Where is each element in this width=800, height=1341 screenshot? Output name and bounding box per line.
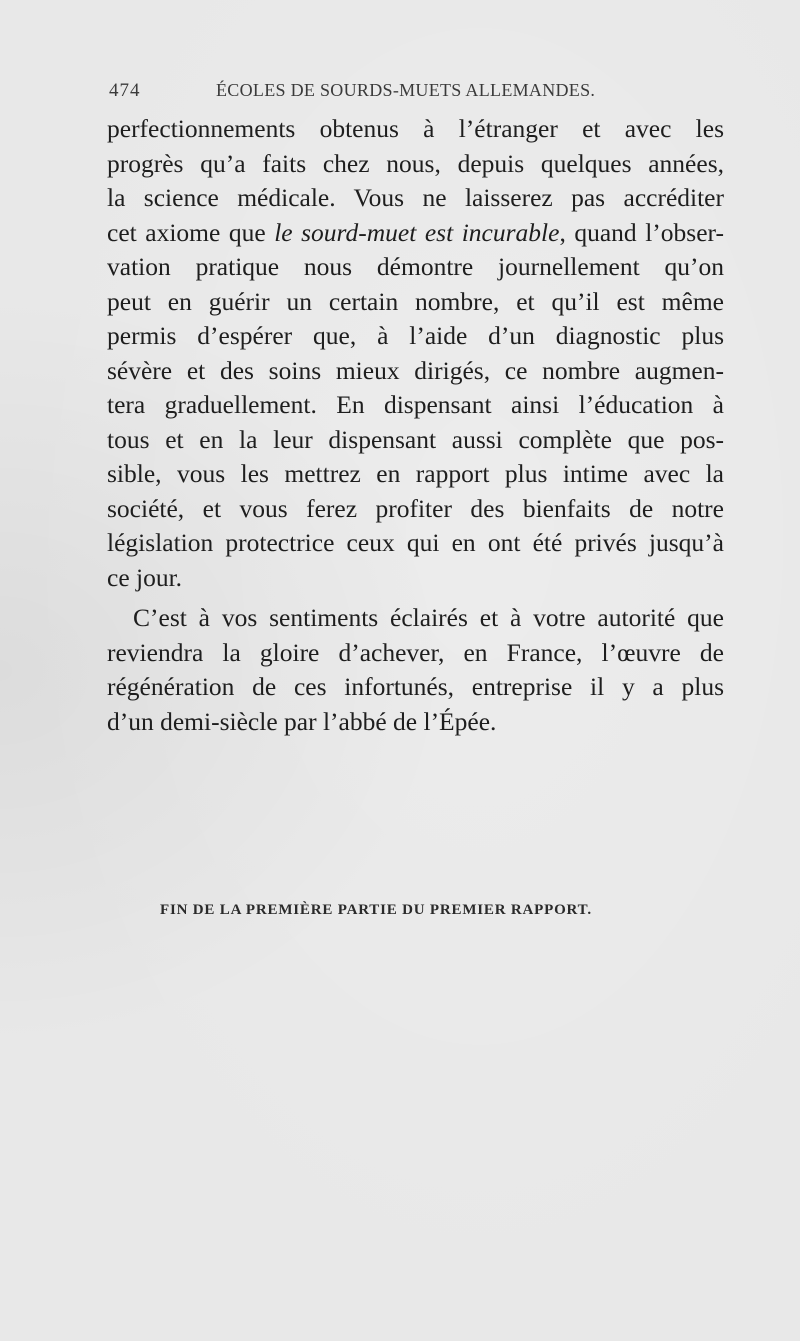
text-line: C’est à vos sentiments éclairés et à votre autorité que [133,603,724,632]
text-line: ce jour. [107,562,183,592]
running-title: ÉCOLES DE SOURDS-MUETS ALLEMANDES. [216,80,596,100]
body-text [107,112,724,739]
text-line [107,216,724,251]
text-line: progrès qu’a faits chez nous, depuis quelques années, [107,148,724,178]
text-fragment: cet axiome que [107,217,275,247]
text-fragment: , quand l’obser- [559,217,724,247]
text-line: sible, vous les mettrez en rapport plus intime avec la [107,459,724,488]
text-line: législation protectrice ceux qui en ont été privés jusqu’à [107,528,724,557]
text-line: perfectionnements obtenus à l’étranger et avec les [107,114,724,143]
text-line: tera graduellement. En dispensant ainsi l’éducation à [107,390,724,419]
page-number: 474 [109,80,141,101]
text-line: sévère et des soins mieux dirigés, ce nombre augmen- [107,355,724,385]
text-line: d’un demi-siècle par l’abbé de l’Épée. [107,706,497,736]
italic-axiom: le sourd-muet est incurable [274,217,560,247]
text-line: la science médicale. Vous ne laisserez pas accréditer [107,183,724,212]
end-of-part-note: FIN DE LA PREMIÈRE PARTIE DU PREMIER RAPPORT. [160,902,592,918]
text-line: vation pratique nous démontre journellement qu’on [107,252,724,281]
text-line: tous et en la leur dispensant aussi complète que pos- [107,424,724,454]
text-line: permis d’espérer que, à l’aide d’un diagnostic plus [107,321,724,350]
running-head [109,80,609,106]
text-line: régénération de ces infortunés, entreprise il y a plus [107,672,724,701]
text-line: reviendra la gloire d’achever, en France, l’œuvre de [107,637,724,667]
text-line: peut en guérir un certain nombre, et qu’il est même [107,286,724,316]
text-line: société, et vous ferez profiter des bienfaits de notre [107,493,724,523]
